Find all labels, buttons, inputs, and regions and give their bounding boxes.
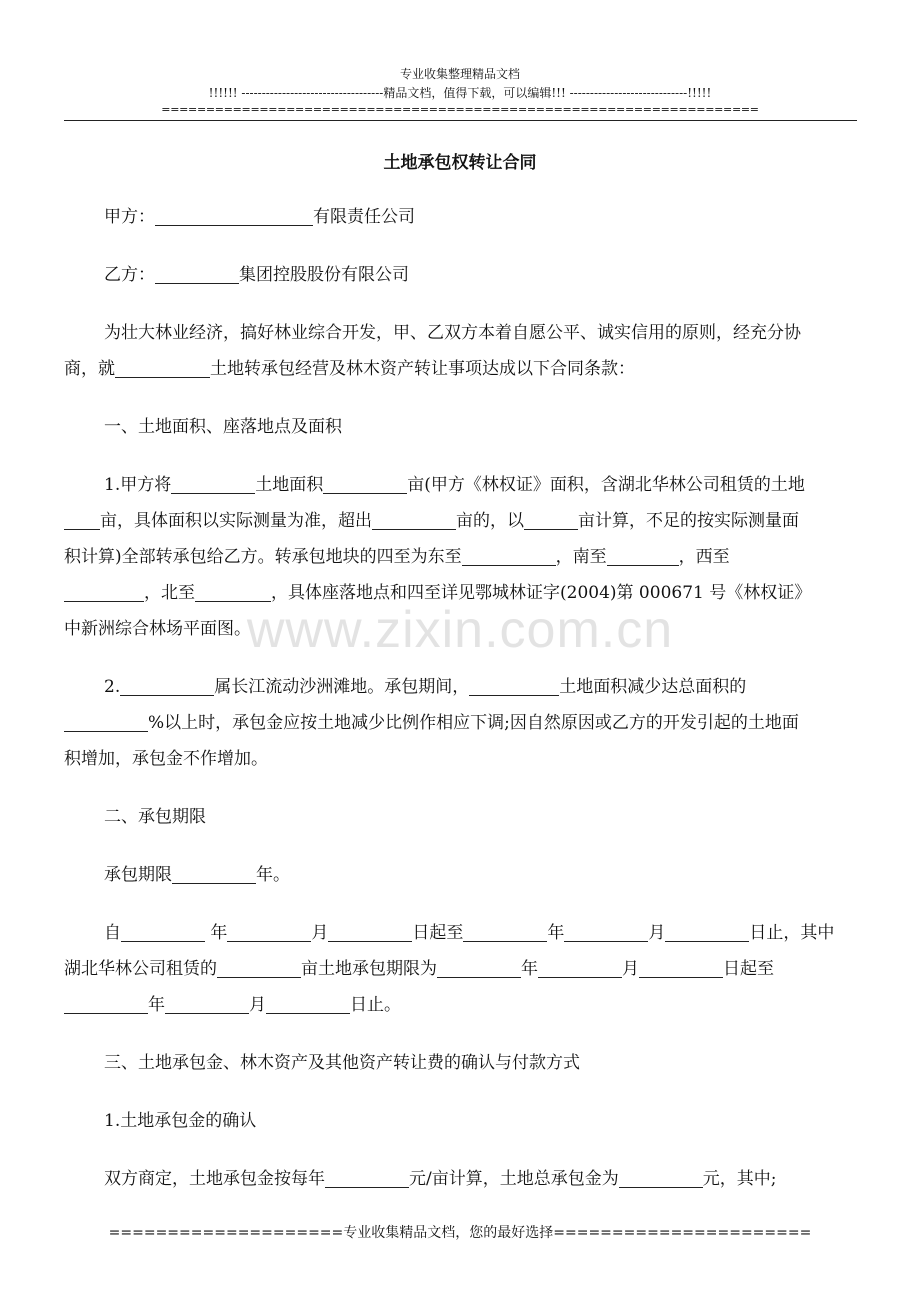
blank-field — [463, 919, 547, 942]
party-b-line: 乙方： 集团控股股份有限公司 — [104, 257, 409, 293]
blank-field — [538, 955, 622, 978]
header-line-3: =================================================================== — [161, 103, 759, 116]
party-a-line: 甲方： 有限责任公司 — [104, 199, 415, 235]
rent-line: 双方商定，土地承包金按每年 元/亩计算，土地总承包金为 元，其中; — [104, 1161, 776, 1197]
blank-field — [64, 709, 148, 732]
footer-line: ====================专业收集精品文档，您的最好选择====================== — [108, 1225, 812, 1241]
watermark: www.zixin.com.cn — [246, 601, 674, 659]
blank-field — [665, 919, 749, 942]
blank-field — [462, 543, 556, 566]
blank-field — [64, 507, 100, 530]
blank-field — [64, 991, 148, 1014]
blank-field — [328, 919, 412, 942]
clause-1-1-line-2: 亩，具体面积以实际测量为准，超出 亩的，以 亩计算，不足的按实际测量面 — [64, 503, 799, 539]
section-3-heading: 三、土地承包金、林木资产及其他资产转让费的确认与付款方式 — [104, 1053, 580, 1073]
blank-field — [155, 261, 239, 284]
blank-field — [227, 919, 311, 942]
blank-field — [195, 579, 271, 602]
term-line: 承包期限 年。 — [104, 857, 290, 893]
clause-1-1-line-3: 积计算)全部转承包给乙方。转承包地块的四至为东至 ，南至 ，西至 — [64, 539, 730, 575]
blank-field — [120, 673, 214, 696]
intro-line-1: 为壮大林业经济，搞好林业综合开发，甲、乙双方本着自愿公平、诚实信用的原则，经充分协 — [104, 323, 801, 343]
section-2-heading: 二、承包期限 — [104, 807, 206, 827]
clause-1-1-line-1: 1.甲方将 土地面积 亩(甲方《林权证》面积，含湖北华林公司租赁的土地 — [104, 467, 805, 503]
header-line-1: 专业收集整理精品文档 — [399, 67, 520, 81]
clause-1-1-line-5: 中新洲综合林场平面图。 — [64, 619, 251, 639]
blank-field — [619, 1165, 703, 1188]
section-1-heading: 一、土地面积、座落地点及面积 — [104, 417, 342, 437]
header-rule — [64, 120, 857, 121]
blank-field — [437, 955, 521, 978]
header-line-2: !!!!!! -----------------------------------精品文档，值得下载，可以编辑!!! -----------------------------!!!!! — [208, 86, 712, 100]
blank-field — [323, 471, 407, 494]
blank-field — [639, 955, 723, 978]
blank-field — [372, 507, 456, 530]
blank-field — [607, 543, 679, 566]
document-title: 土地承包权转让合同 — [383, 153, 537, 173]
clause-1-2-line-3: 积增加，承包金不作增加。 — [64, 749, 268, 769]
blank-field — [564, 919, 648, 942]
blank-field — [325, 1165, 409, 1188]
blank-field — [115, 355, 210, 378]
dates-line-3: 年 月 日止。 — [64, 987, 401, 1023]
blank-field — [524, 507, 578, 530]
blank-field — [171, 471, 255, 494]
dates-line-2: 湖北华林公司租赁的 亩土地承包期限为 年 月 日起至 — [64, 951, 774, 987]
clause-1-2-line-1: 2. 属长江流动沙洲滩地。承包期间， 土地面积减少达总面积的 — [104, 669, 746, 705]
clause-1-1-line-4: ，北至 ，具体座落地点和四至详见鄂城林证字(2004)第 000671 号《林权证》 — [64, 575, 811, 611]
blank-field — [165, 991, 249, 1014]
blank-field — [469, 673, 559, 696]
blank-field — [172, 861, 256, 884]
clause-1-2-line-2: %以上时，承包金应按土地减少比例作相应下调;因自然原因或乙方的开发引起的土地面 — [64, 705, 799, 741]
blank-field — [155, 203, 313, 226]
blank-field — [266, 991, 350, 1014]
intro-line-2: 商，就 土地转承包经营及林木资产转让事项达成以下合同条款： — [64, 351, 635, 387]
blank-field — [121, 919, 205, 942]
blank-field — [217, 955, 301, 978]
blank-field — [64, 579, 144, 602]
dates-line-1: 自 年 月 日起至 年 月 日止，其中 — [104, 915, 834, 951]
section-3-subheading: 1.土地承包金的确认 — [104, 1111, 257, 1131]
